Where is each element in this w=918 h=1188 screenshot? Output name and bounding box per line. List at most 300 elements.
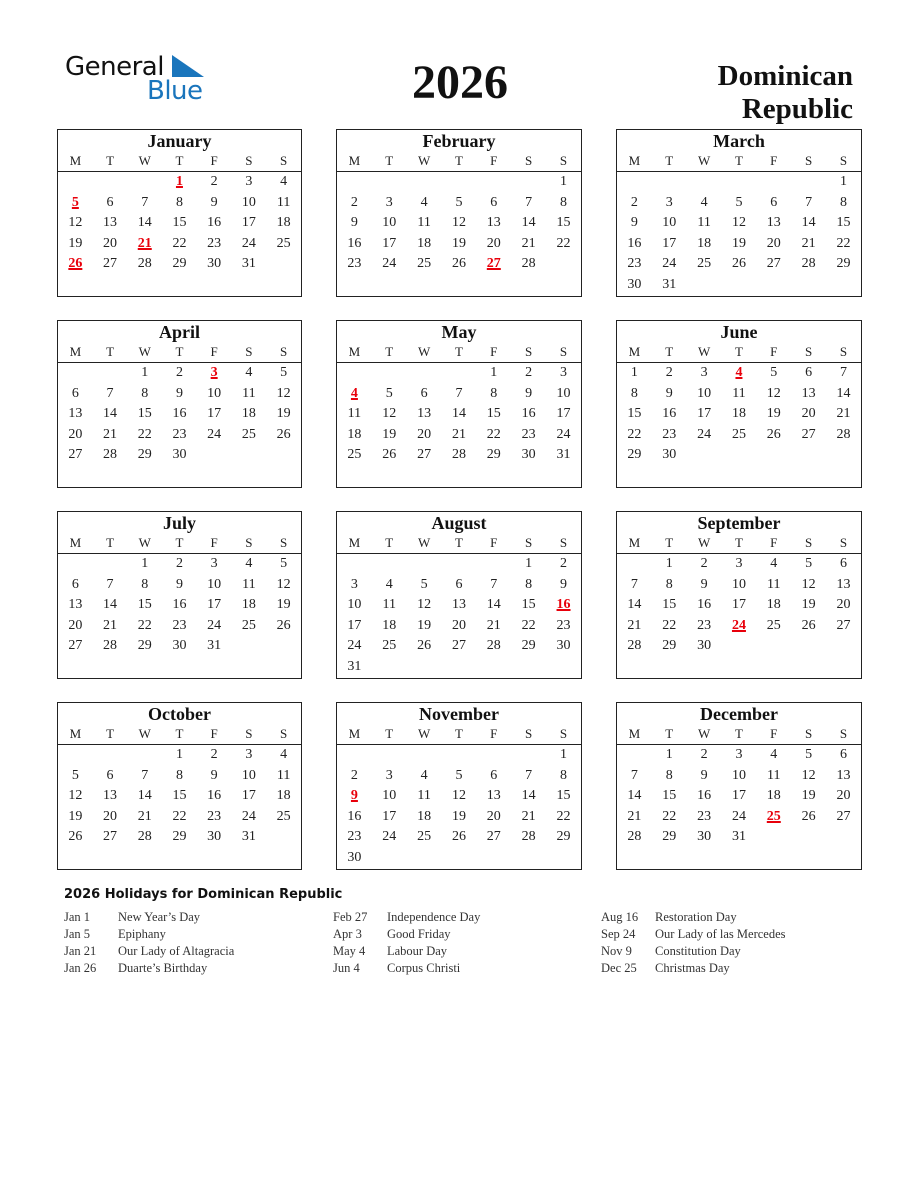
weekday-header: M (337, 342, 372, 363)
weekday-header: S (266, 724, 301, 745)
empty-cell (442, 363, 477, 384)
empty-cell (266, 848, 301, 869)
weekday-header: S (826, 533, 861, 554)
weekday-header: S (511, 724, 546, 745)
weekday-header: T (722, 151, 757, 172)
empty-cell (791, 848, 826, 869)
calendar-date: 2 (175, 365, 183, 380)
calendar-date: 5 (71, 767, 79, 783)
empty-cell (511, 466, 546, 487)
calendar-date: 12 (276, 576, 291, 592)
calendar-date: 7 (630, 767, 638, 783)
calendar-date: 4 (770, 747, 778, 762)
empty-cell (511, 172, 546, 193)
calendar-date: 10 (347, 597, 362, 613)
calendar-date: 7 (840, 365, 848, 380)
calendar-date: 16 (207, 215, 222, 231)
month-august (336, 511, 582, 679)
calendar-date: 29 (137, 447, 152, 463)
calendar-date: 7 (141, 767, 149, 783)
calendar-date: 5 (455, 767, 463, 783)
calendar-date: 29 (662, 638, 677, 654)
weekday-header: T (442, 342, 477, 363)
empty-cell (722, 848, 757, 869)
calendar-date: 8 (175, 767, 183, 783)
calendar-date: 2 (210, 747, 218, 762)
empty-cell (93, 554, 128, 575)
month-title: June (720, 322, 758, 342)
calendar-date: 23 (697, 808, 712, 824)
calendar-date: 28 (836, 426, 851, 442)
empty-cell (791, 657, 826, 678)
weekday-header: M (58, 342, 93, 363)
weekday-header: W (127, 724, 162, 745)
calendar-date: 9 (700, 767, 708, 783)
calendar-date: 22 (627, 426, 642, 442)
holiday-date-label: Jan 21 (64, 944, 97, 958)
empty-cell (442, 466, 477, 487)
calendar-date: 2 (175, 556, 183, 571)
calendar-date: 20 (68, 617, 83, 633)
empty-cell (722, 172, 757, 193)
calendar-date: 24 (731, 808, 746, 824)
month-july (57, 511, 302, 679)
calendar-date: 19 (382, 426, 397, 442)
logo-text-general: General (65, 52, 164, 82)
weekday-header: W (687, 724, 722, 745)
calendar-date: 6 (71, 385, 79, 401)
calendar-date: 28 (451, 447, 466, 463)
holiday-date: 3 (210, 365, 218, 380)
weekday-header: S (546, 151, 581, 172)
calendar-date: 31 (347, 658, 362, 674)
weekday-header: W (407, 533, 442, 554)
calendar-date: 16 (347, 808, 362, 824)
calendar-date: 12 (731, 215, 746, 231)
empty-cell (162, 275, 197, 296)
holiday-list-item (64, 960, 234, 977)
calendar-date: 2 (350, 194, 358, 210)
empty-cell (476, 848, 511, 869)
calendar-date: 11 (276, 767, 291, 783)
calendar-date: 24 (207, 426, 222, 442)
calendar-date: 12 (382, 406, 397, 422)
calendar-date: 25 (417, 829, 432, 845)
calendar-date: 21 (137, 808, 152, 824)
calendar-date: 30 (697, 638, 712, 654)
calendar-date: 2 (560, 556, 568, 571)
calendar-date: 6 (805, 365, 813, 380)
calendar-date: 24 (241, 235, 256, 251)
calendar-date: 12 (766, 385, 781, 401)
weekday-header: W (127, 342, 162, 363)
calendar-date: 9 (210, 194, 218, 210)
calendar-date: 8 (525, 576, 533, 592)
empty-cell (407, 172, 442, 193)
calendar-date: 3 (735, 747, 743, 762)
holiday-name: Corpus Christi (387, 961, 461, 975)
month-title: November (419, 704, 499, 724)
weekday-header: T (372, 533, 407, 554)
holiday-date: 4 (350, 385, 358, 401)
calendar-year-title: 2026 (412, 56, 508, 109)
holiday-list-item (601, 926, 786, 943)
weekday-header: W (407, 724, 442, 745)
empty-cell (58, 275, 93, 296)
empty-cell (442, 275, 477, 296)
weekday-header: F (476, 724, 511, 745)
calendar-date: 14 (103, 406, 118, 422)
calendar-date: 6 (490, 194, 498, 210)
calendar-date: 8 (665, 576, 673, 592)
empty-cell (546, 466, 581, 487)
month-june (616, 320, 862, 488)
calendar-date: 1 (141, 365, 149, 380)
calendar-date: 10 (382, 215, 397, 231)
calendar-date: 13 (836, 767, 851, 783)
calendar-date: 13 (451, 597, 466, 613)
calendar-date: 17 (347, 617, 362, 633)
holiday-date-label: Jan 26 (64, 961, 97, 975)
calendar-date: 5 (280, 556, 288, 571)
calendar-date: 9 (560, 576, 568, 592)
calendar-date: 22 (556, 808, 571, 824)
calendar-date: 15 (556, 215, 571, 231)
country-line-2: Republic (741, 93, 853, 125)
calendar-date: 17 (731, 597, 746, 613)
empty-cell (652, 172, 687, 193)
calendar-date: 2 (350, 767, 358, 783)
calendar-date: 31 (556, 447, 571, 463)
calendar-date: 26 (382, 447, 397, 463)
weekday-header: F (476, 151, 511, 172)
holiday-name: Constitution Day (655, 944, 741, 958)
calendar-date: 11 (242, 385, 256, 401)
empty-cell (266, 254, 301, 275)
country-title (718, 60, 853, 126)
calendar-date: 5 (455, 194, 463, 210)
empty-cell (722, 636, 757, 657)
calendar-date: 22 (137, 426, 152, 442)
empty-cell (337, 745, 372, 766)
calendar-date: 14 (137, 788, 152, 804)
calendar-date: 13 (417, 406, 432, 422)
calendar-date: 28 (137, 829, 152, 845)
calendar-date: 8 (141, 385, 149, 401)
weekday-header: W (687, 342, 722, 363)
calendar-date: 19 (451, 808, 466, 824)
calendar-date: 4 (700, 194, 708, 210)
weekday-header: S (791, 724, 826, 745)
calendar-date: 1 (665, 556, 673, 571)
empty-cell (652, 466, 687, 487)
calendar-date: 6 (420, 385, 428, 401)
holiday-date-label: Jun 4 (333, 961, 360, 975)
calendar-date: 27 (486, 829, 501, 845)
calendar-date: 22 (836, 235, 851, 251)
logo-text-blue: Blue (147, 76, 203, 106)
weekday-header: F (476, 342, 511, 363)
calendar-date: 7 (141, 194, 149, 210)
calendar-date: 17 (382, 235, 397, 251)
weekday-header: T (652, 724, 687, 745)
calendar-date: 9 (350, 215, 358, 231)
calendar-date: 19 (731, 235, 746, 251)
calendar-date: 22 (556, 235, 571, 251)
calendar-date: 23 (207, 808, 222, 824)
holiday-list-item (333, 909, 480, 926)
calendar-date: 12 (801, 767, 816, 783)
calendar-date: 10 (207, 576, 222, 592)
calendar-date: 2 (700, 556, 708, 571)
weekday-header: T (372, 724, 407, 745)
calendar-date: 3 (245, 747, 253, 762)
calendar-date: 13 (486, 215, 501, 231)
logo-triangle-icon (172, 55, 204, 77)
month-title: May (441, 322, 477, 342)
weekday-header: W (687, 151, 722, 172)
holiday-date: 21 (137, 235, 152, 251)
calendar-date: 9 (525, 385, 533, 401)
calendar-date: 18 (347, 426, 362, 442)
calendar-date: 26 (801, 808, 816, 824)
weekday-header: F (197, 533, 232, 554)
calendar-date: 15 (486, 406, 501, 422)
calendar-date: 24 (207, 617, 222, 633)
weekday-header: S (232, 342, 267, 363)
calendar-date: 6 (840, 747, 848, 762)
empty-cell (652, 657, 687, 678)
calendar-date: 30 (627, 276, 642, 292)
empty-cell (511, 275, 546, 296)
calendar-date: 1 (175, 747, 183, 762)
calendar-date: 25 (766, 617, 781, 633)
calendar-date: 13 (801, 385, 816, 401)
calendar-date: 25 (347, 447, 362, 463)
calendar-date: 27 (103, 829, 118, 845)
calendar-date: 14 (627, 597, 642, 613)
empty-cell (791, 466, 826, 487)
calendar-date: 30 (207, 256, 222, 272)
empty-cell (407, 466, 442, 487)
empty-cell (372, 363, 407, 384)
weekday-header: W (687, 533, 722, 554)
holiday-date-label: Jan 5 (64, 927, 91, 941)
empty-cell (197, 848, 232, 869)
calendar-date: 17 (382, 808, 397, 824)
calendar-date: 7 (106, 576, 114, 592)
calendar-date: 22 (172, 235, 187, 251)
calendar-date: 23 (697, 617, 712, 633)
empty-cell (617, 554, 652, 575)
empty-cell (266, 275, 301, 296)
calendar-date: 1 (665, 747, 673, 762)
calendar-date: 2 (700, 747, 708, 762)
weekday-header: M (617, 151, 652, 172)
holiday-date-label: Sep 24 (601, 927, 636, 941)
calendar-date: 2 (630, 194, 638, 210)
calendar-date: 20 (451, 617, 466, 633)
calendar-date: 10 (697, 385, 712, 401)
empty-cell (127, 466, 162, 487)
empty-cell (687, 466, 722, 487)
empty-cell (58, 848, 93, 869)
calendar-date: 25 (382, 638, 397, 654)
calendar-date: 10 (731, 767, 746, 783)
weekday-header: M (337, 533, 372, 554)
calendar-date: 11 (767, 767, 781, 783)
calendar-date: 16 (347, 235, 362, 251)
calendar-date: 22 (662, 808, 677, 824)
empty-cell (127, 657, 162, 678)
calendar-date: 29 (662, 829, 677, 845)
calendar-date: 12 (68, 215, 83, 231)
weekday-header: W (127, 151, 162, 172)
empty-cell (93, 363, 128, 384)
empty-cell (442, 745, 477, 766)
holiday-date: 4 (735, 365, 743, 380)
calendar-date: 30 (347, 849, 362, 865)
calendar-date: 17 (556, 406, 571, 422)
holiday-list-item (333, 960, 480, 977)
calendar-date: 12 (417, 597, 432, 613)
calendar-date: 11 (242, 576, 256, 592)
calendar-date: 14 (451, 406, 466, 422)
calendar-date: 28 (801, 256, 816, 272)
weekday-header: T (93, 342, 128, 363)
calendar-date: 12 (451, 215, 466, 231)
month-title: September (697, 513, 781, 533)
empty-cell (58, 554, 93, 575)
month-title: July (162, 513, 196, 533)
calendar-date: 13 (103, 215, 118, 231)
calendar-date: 31 (731, 829, 746, 845)
weekday-header: T (722, 724, 757, 745)
weekday-header: F (756, 342, 791, 363)
weekday-header: S (791, 151, 826, 172)
calendar-date: 8 (840, 194, 848, 210)
weekday-header: F (197, 342, 232, 363)
calendar-date: 25 (276, 235, 291, 251)
calendar-date: 16 (521, 406, 536, 422)
calendar-date: 29 (556, 829, 571, 845)
empty-cell (337, 466, 372, 487)
empty-cell (372, 172, 407, 193)
calendar-date: 27 (451, 638, 466, 654)
weekday-header: F (197, 151, 232, 172)
month-title: October (148, 704, 211, 724)
calendar-date: 31 (662, 276, 677, 292)
weekday-header: T (442, 533, 477, 554)
calendar-date: 3 (665, 194, 673, 210)
empty-cell (546, 275, 581, 296)
calendar-date: 30 (556, 638, 571, 654)
calendar-date: 16 (172, 406, 187, 422)
weekday-header: M (58, 533, 93, 554)
empty-cell (687, 172, 722, 193)
weekday-header: S (546, 342, 581, 363)
calendar-date: 20 (801, 406, 816, 422)
calendar-date: 10 (556, 385, 571, 401)
calendar-date: 9 (700, 576, 708, 592)
calendar-date: 1 (490, 365, 498, 380)
weekday-header: T (722, 533, 757, 554)
holiday-list-item (64, 926, 234, 943)
calendar-date: 27 (801, 426, 816, 442)
calendar-date: 17 (207, 406, 222, 422)
calendar-date: 11 (417, 215, 431, 231)
weekday-header: S (266, 533, 301, 554)
month-november (336, 702, 582, 870)
weekday-header: S (232, 724, 267, 745)
weekday-header: F (476, 533, 511, 554)
weekday-header: M (58, 151, 93, 172)
calendar-date: 11 (276, 194, 291, 210)
calendar-date: 23 (172, 617, 187, 633)
holiday-date: 5 (71, 194, 79, 210)
holiday-list-item (601, 943, 786, 960)
calendar-date: 18 (731, 406, 746, 422)
weekday-header: W (407, 342, 442, 363)
calendar-date: 5 (420, 576, 428, 592)
calendar-date: 21 (103, 617, 118, 633)
empty-cell (791, 827, 826, 848)
empty-cell (442, 657, 477, 678)
calendar-date: 3 (385, 767, 393, 783)
calendar-date: 17 (731, 788, 746, 804)
empty-cell (93, 275, 128, 296)
calendar-date: 22 (521, 617, 536, 633)
empty-cell (372, 657, 407, 678)
weekday-header: W (127, 533, 162, 554)
month-title: January (147, 131, 212, 151)
empty-cell (232, 848, 267, 869)
weekday-header: S (511, 151, 546, 172)
weekday-header: S (791, 533, 826, 554)
calendar-date: 3 (385, 194, 393, 210)
empty-cell (617, 657, 652, 678)
calendar-date: 6 (106, 194, 114, 210)
calendar-date: 29 (521, 638, 536, 654)
holiday-date-label: Dec 25 (601, 961, 637, 975)
weekday-header: S (546, 533, 581, 554)
holiday-date-label: May 4 (333, 944, 366, 958)
calendar-date: 30 (521, 447, 536, 463)
empty-cell (826, 848, 861, 869)
calendar-date: 26 (417, 638, 432, 654)
calendar-date: 7 (525, 194, 533, 210)
calendar-date: 20 (836, 597, 851, 613)
empty-cell (127, 275, 162, 296)
calendar-date: 20 (417, 426, 432, 442)
calendar-date: 7 (490, 576, 498, 592)
calendar-date: 8 (630, 385, 638, 401)
calendar-date: 1 (141, 556, 149, 571)
calendar-date: 25 (417, 256, 432, 272)
holidays-column (601, 909, 786, 977)
empty-cell (617, 466, 652, 487)
weekday-header: T (442, 724, 477, 745)
calendar-date: 11 (347, 406, 362, 422)
calendar-date: 15 (836, 215, 851, 231)
calendar-date: 11 (732, 385, 746, 401)
weekday-header: T (162, 342, 197, 363)
calendar-date: 13 (68, 597, 83, 613)
calendar-date: 8 (141, 576, 149, 592)
holiday-list-item (333, 943, 480, 960)
calendar-date: 15 (137, 406, 152, 422)
calendar-date: 27 (836, 617, 851, 633)
